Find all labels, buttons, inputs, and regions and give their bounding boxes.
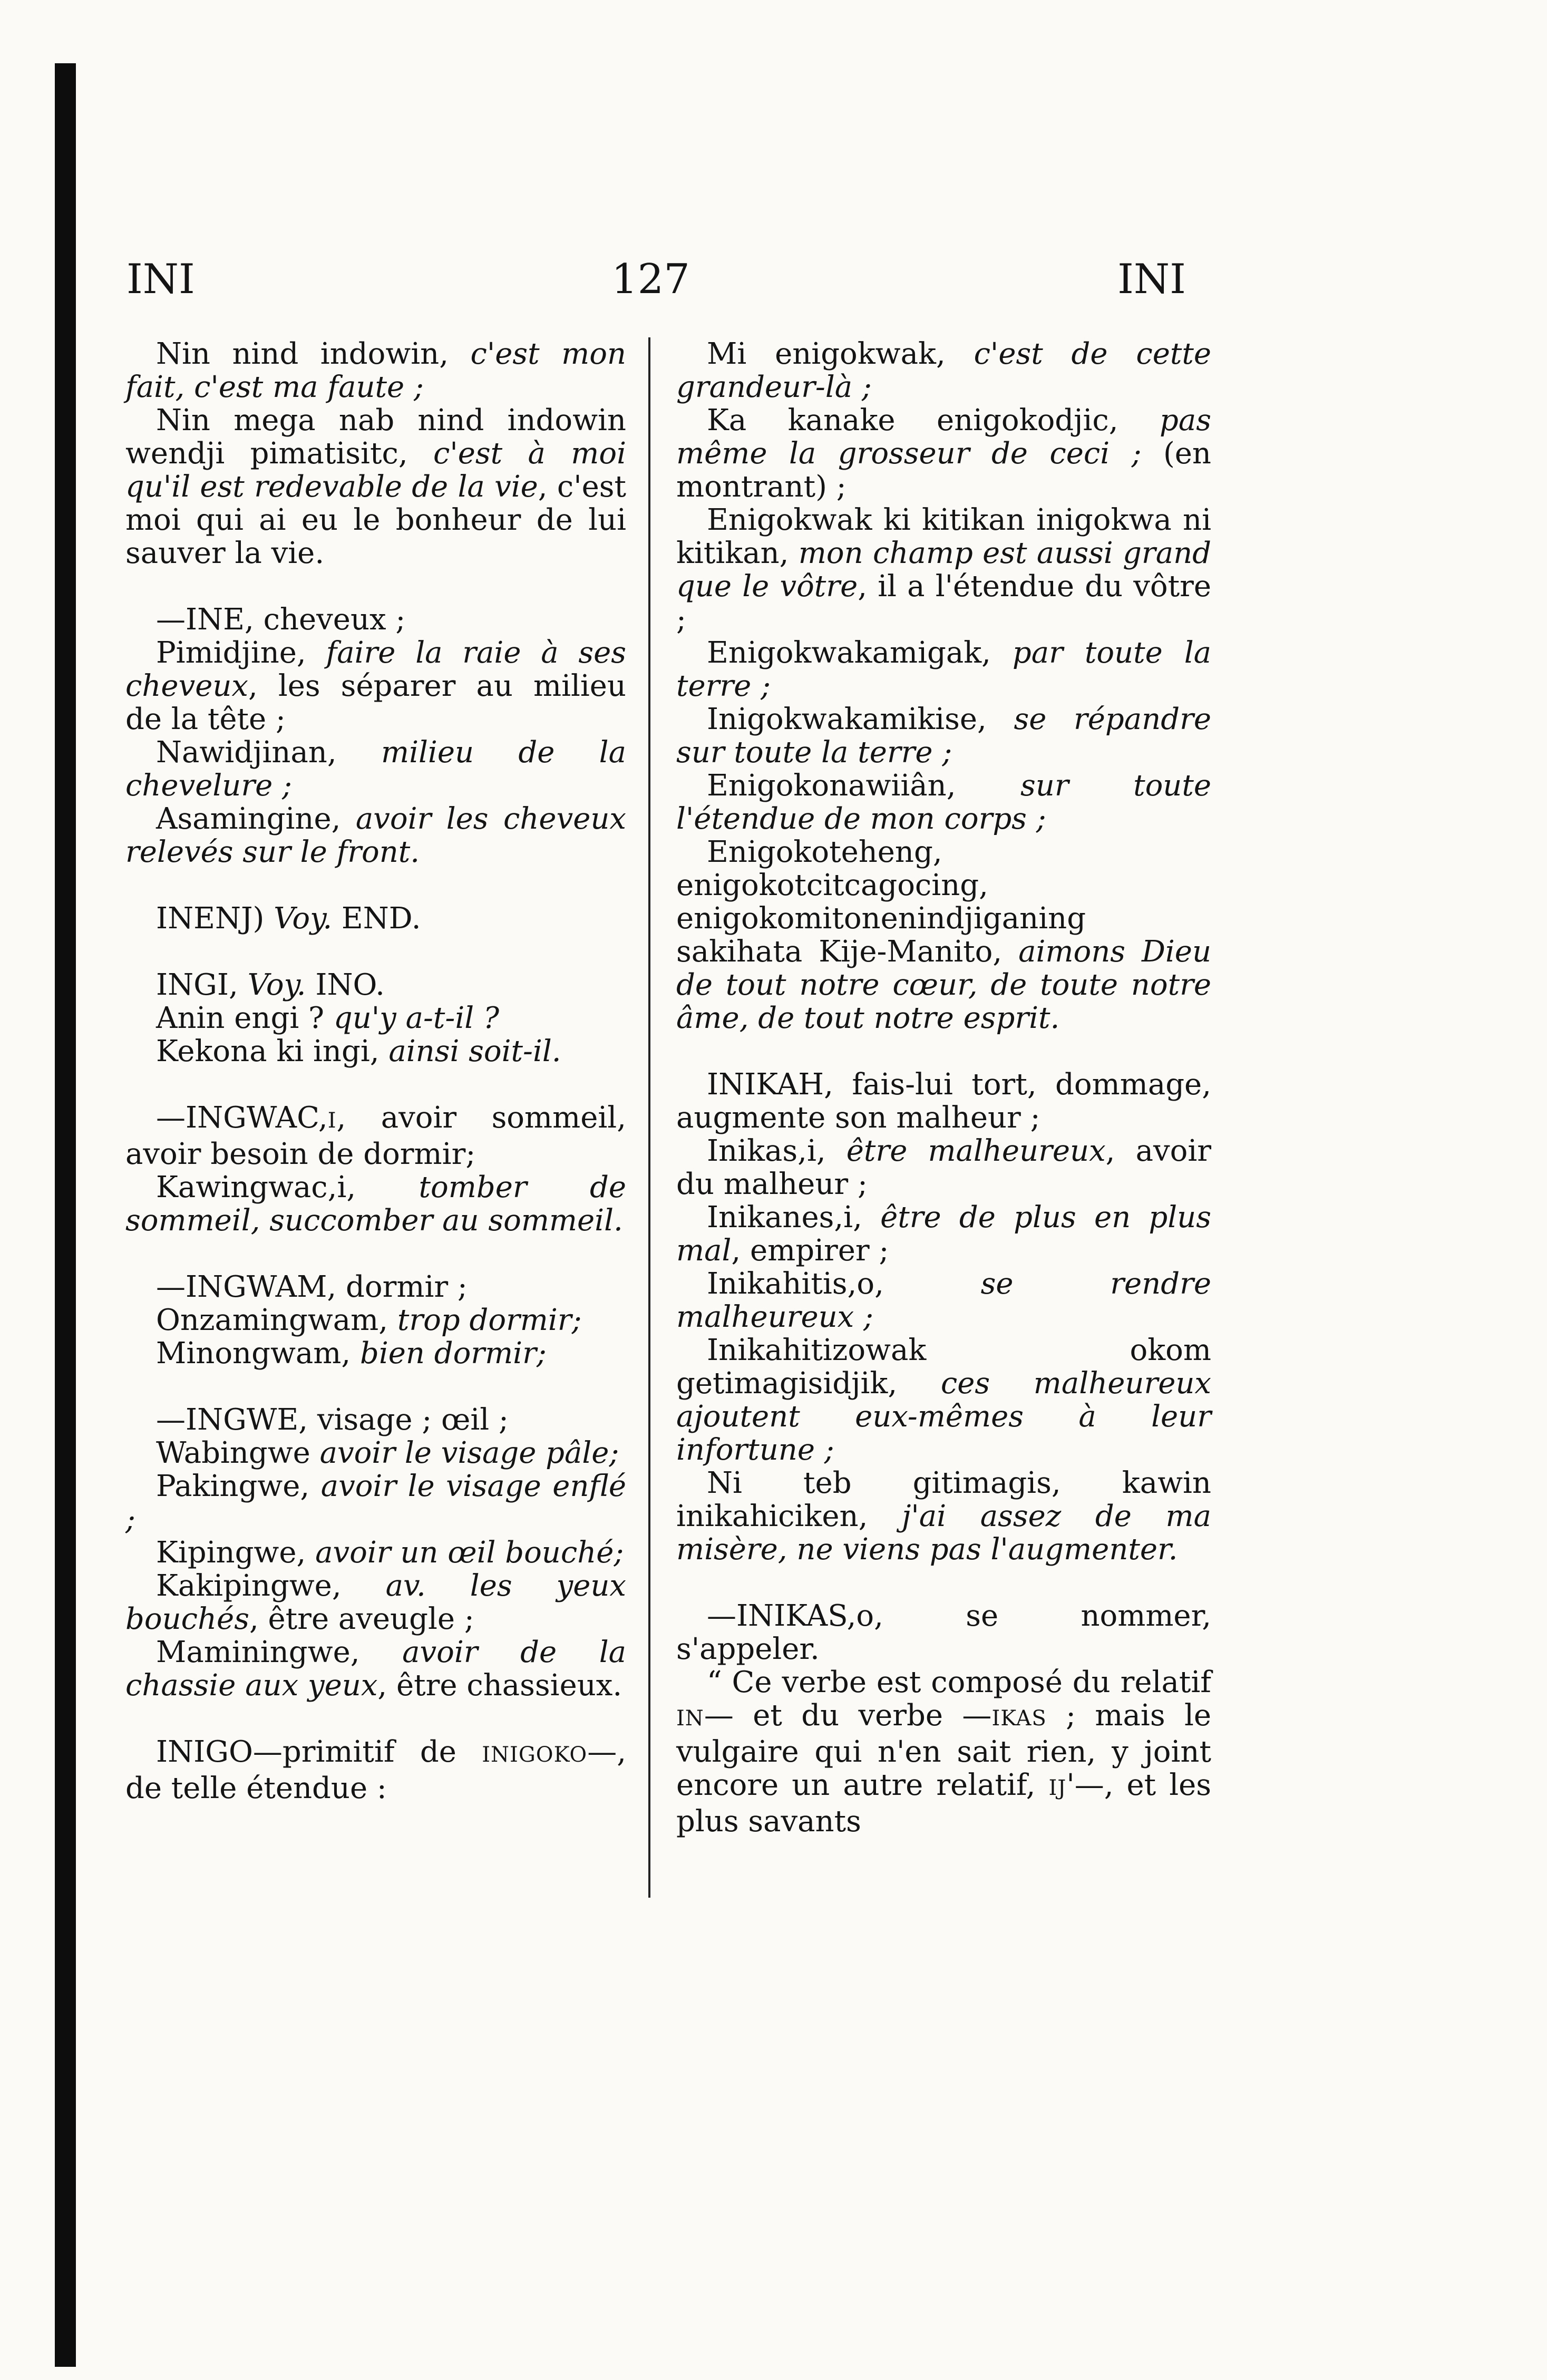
- dictionary-entry: [125, 1171, 626, 1237]
- entry-text: Pakingwe,: [156, 1469, 321, 1503]
- entry-text: Wabingwe: [156, 1436, 320, 1470]
- dictionary-entry: [125, 1337, 626, 1370]
- entry-text: Minongwam,: [156, 1336, 360, 1371]
- left-column: [125, 337, 626, 1805]
- entry-gloss: avoir un œil bouché;: [315, 1536, 624, 1570]
- entry-smallcaps: IKAS: [991, 1706, 1047, 1731]
- dictionary-entry: [125, 337, 626, 404]
- entry-text: —INGWE, visage ; œil ;: [156, 1403, 509, 1437]
- entry-text: Enigokoteheng, enigokotcitcagocing, enigokomitonenindjiganing sakihata Kije-Manito,: [676, 835, 1086, 969]
- entry-text: INIKAH, fais-lui tort, dommage, augmente son malheur ;: [676, 1067, 1211, 1135]
- entry-text: —INE, cheveux ;: [156, 603, 406, 637]
- entry-text: Inigokwakamikise,: [707, 702, 1014, 736]
- dictionary-entry: [676, 1666, 1211, 1838]
- dictionary-entry: [125, 1403, 626, 1436]
- dictionary-entry: [125, 736, 626, 802]
- entry-spacer: [676, 1035, 1211, 1068]
- entry-gloss: avoir le visage pâle;: [319, 1436, 619, 1470]
- entry-spacer: [125, 1702, 626, 1735]
- entry-gloss: être de plus en plus mal: [676, 1200, 1211, 1268]
- dictionary-entry: [676, 703, 1211, 769]
- dictionary-entry: [125, 1002, 626, 1035]
- entry-gloss: pas même la grosseur de ceci ;: [676, 403, 1211, 471]
- entry-text: Inikahitis,o,: [707, 1267, 981, 1301]
- entry-smallcaps: INIGOKO: [482, 1743, 588, 1767]
- dictionary-entry: [125, 1270, 626, 1304]
- entry-smallcaps: IJ: [1048, 1776, 1067, 1800]
- entry-gloss: c'est mon fait, c'est ma faute ;: [125, 337, 626, 404]
- dictionary-entry: [676, 1267, 1211, 1334]
- entry-gloss: bien dormir;: [359, 1336, 547, 1371]
- entry-gloss: qu'y a-t-il ?: [333, 1001, 499, 1035]
- entry-text: Enigokonawiiân,: [707, 769, 1021, 803]
- entry-gloss: aimons Dieu de tout notre cœur, de toute notre âme, de tout notre esprit.: [676, 935, 1212, 1035]
- entry-gloss: se rendre malheureux ;: [676, 1267, 1211, 1334]
- dictionary-entry: [125, 1735, 626, 1805]
- entry-gloss: par toute la terre ;: [676, 636, 1211, 703]
- dictionary-entry: [676, 1201, 1211, 1267]
- entry-spacer: [125, 1370, 626, 1403]
- dictionary-entry: [125, 1470, 626, 1536]
- entry-smallcaps: IN: [676, 1706, 704, 1731]
- entry-text: Inikanes,i,: [707, 1200, 881, 1235]
- entry-text: , être aveugle ;: [249, 1602, 474, 1636]
- header-right-guideword: INI: [1117, 256, 1186, 303]
- entry-gloss: ainsi soit-il.: [388, 1034, 561, 1068]
- dictionary-entry: [125, 1304, 626, 1337]
- dictionary-entry: [676, 404, 1211, 503]
- entry-gloss: avoir de la chassie aux yeux: [125, 1635, 626, 1703]
- dictionary-entry: [125, 1536, 626, 1569]
- entry-gloss: avoir les cheveux relevés sur le front.: [125, 802, 626, 869]
- entry-gloss: c'est à moi qu'il est redevable de la vie: [125, 436, 627, 504]
- entry-text: Kawingwac,i,: [156, 1170, 419, 1204]
- entry-text: Kakipingwe,: [156, 1569, 386, 1603]
- entry-text: —, de telle étendue :: [125, 1735, 626, 1805]
- entry-text: —INGWAC,: [156, 1101, 328, 1135]
- entry-gloss: milieu de la chevelure ;: [125, 735, 626, 803]
- entry-gloss: j'ai assez de ma misère, ne viens pas l'augmenter.: [676, 1499, 1211, 1567]
- entry-gloss: Voy.: [247, 968, 306, 1002]
- entry-text: Nawidjinan,: [156, 735, 381, 770]
- entry-gloss: ces malheureux ajoutent eux-mêmes à leur infortune ;: [676, 1366, 1211, 1467]
- dictionary-entry: [676, 337, 1211, 404]
- entry-spacer: [125, 1068, 626, 1101]
- entry-gloss: faire la raie à ses cheveux: [125, 636, 626, 703]
- entry-text: Ni teb gitimagis, kawin inikahiciken,: [676, 1466, 1211, 1533]
- entry-gloss: tomber de sommeil, succomber au sommeil.: [125, 1170, 626, 1238]
- entry-text: Inikahitizowak okom getimagisidjik,: [676, 1333, 1211, 1401]
- page-number: 127: [611, 256, 690, 303]
- entry-text: Maminingwe,: [156, 1635, 403, 1669]
- dictionary-entry: [676, 836, 1211, 1035]
- entry-text: Kekona ki ingi,: [156, 1034, 389, 1068]
- entry-text: —INIKAS,o, se nommer, s'appeler.: [676, 1599, 1211, 1666]
- entry-spacer: [125, 935, 626, 968]
- entry-gloss: avoir le visage enflé ;: [125, 1469, 627, 1537]
- header-left-guideword: INI: [127, 256, 195, 303]
- entry-text: Anin engi ?: [156, 1001, 334, 1035]
- entry-spacer: [125, 570, 626, 603]
- entry-text: END.: [332, 901, 421, 936]
- entry-text: Kipingwe,: [156, 1536, 316, 1570]
- column-divider: [648, 337, 650, 1898]
- entry-text: , avoir du malheur ;: [676, 1134, 1211, 1201]
- entry-text: Enigokwak ki kitikan inigokwa ni kitikan,: [676, 503, 1211, 570]
- entry-text: INGI,: [156, 968, 248, 1002]
- dictionary-entry: [125, 1636, 626, 1702]
- entry-text: , c'est moi qui ai eu le bonheur de lui sauver la vie.: [125, 470, 626, 570]
- dictionary-entry: [125, 902, 626, 935]
- entry-text: Pimidjine,: [156, 636, 326, 670]
- dictionary-entry: [125, 968, 626, 1002]
- entry-text: , avoir sommeil, avoir besoin de dormir;: [125, 1101, 626, 1171]
- dictionary-entry: [125, 802, 626, 869]
- dictionary-entry: [125, 1035, 626, 1068]
- entry-spacer: [676, 1566, 1211, 1599]
- dictionary-entry: [676, 636, 1211, 703]
- right-column: [676, 337, 1211, 1838]
- entry-text: Enigokwakamigak,: [707, 636, 1013, 670]
- dictionary-entry: [676, 1134, 1211, 1201]
- entry-text: , empirer ;: [731, 1233, 889, 1268]
- entry-smallcaps: I: [327, 1109, 337, 1133]
- entry-gloss: Voy.: [274, 901, 333, 936]
- entry-text: , il a l'étendue du vôtre ;: [676, 569, 1211, 637]
- entry-text: , les séparer au milieu de la tête ;: [125, 669, 626, 736]
- entry-text: '—, et les plus savants: [676, 1768, 1211, 1839]
- entry-text: INO.: [306, 968, 385, 1002]
- entry-text: —INGWAM, dormir ;: [156, 1270, 468, 1304]
- dictionary-entry: [676, 1466, 1211, 1566]
- entry-gloss: sur toute l'étendue de mon corps ;: [676, 769, 1211, 836]
- entry-text: Onzamingwam,: [156, 1303, 397, 1337]
- entry-gloss: c'est de cette grandeur-là ;: [676, 337, 1211, 404]
- entry-text: Ka kanake enigokodjic,: [707, 403, 1160, 438]
- dictionary-entry: [125, 636, 626, 736]
- entry-text: Inikas,i,: [707, 1134, 847, 1168]
- entry-text: Mi enigokwak,: [707, 337, 974, 371]
- entry-text: “ Ce verbe est composé du relatif: [707, 1665, 1211, 1699]
- entry-gloss: mon champ est aussi grand que le vôtre: [676, 536, 1211, 604]
- dictionary-entry: [125, 1436, 626, 1470]
- entry-text: Nin mega nab nind indowin wendji pimatisitc,: [125, 403, 626, 471]
- entry-text: ; mais le vulgaire qui n'en sait rien, y joint encore un autre relatif,: [676, 1698, 1211, 1802]
- dictionary-entry: [676, 769, 1211, 836]
- running-header: [127, 250, 1186, 308]
- entry-text: Asamingine,: [156, 802, 356, 836]
- entry-text: Nin nind indowin,: [156, 337, 471, 371]
- entry-spacer: [125, 869, 626, 902]
- entry-gloss: être malheureux: [846, 1134, 1106, 1168]
- entry-gloss: se répandre sur toute la terre ;: [676, 702, 1211, 770]
- entry-text: INENJ): [156, 901, 274, 936]
- entry-text: (en montrant) ;: [676, 436, 1211, 504]
- page-binding-edge: [55, 63, 76, 2367]
- dictionary-entry: [125, 1101, 626, 1171]
- dictionary-entry: [125, 603, 626, 636]
- dictionary-entry: [676, 1599, 1211, 1666]
- dictionary-entry: [676, 1068, 1211, 1134]
- entry-gloss: trop dormir;: [397, 1303, 582, 1337]
- entry-gloss: av. les yeux bouchés: [125, 1569, 626, 1636]
- dictionary-entry: [676, 503, 1211, 636]
- dictionary-entry: [125, 1569, 626, 1636]
- entry-text: INIGO—primitif de: [156, 1735, 482, 1769]
- dictionary-entry: [125, 404, 626, 570]
- entry-spacer: [125, 1237, 626, 1270]
- entry-text: — et du verbe —: [704, 1698, 992, 1733]
- entry-text: , être chassieux.: [377, 1668, 622, 1703]
- dictionary-entry: [676, 1334, 1211, 1466]
